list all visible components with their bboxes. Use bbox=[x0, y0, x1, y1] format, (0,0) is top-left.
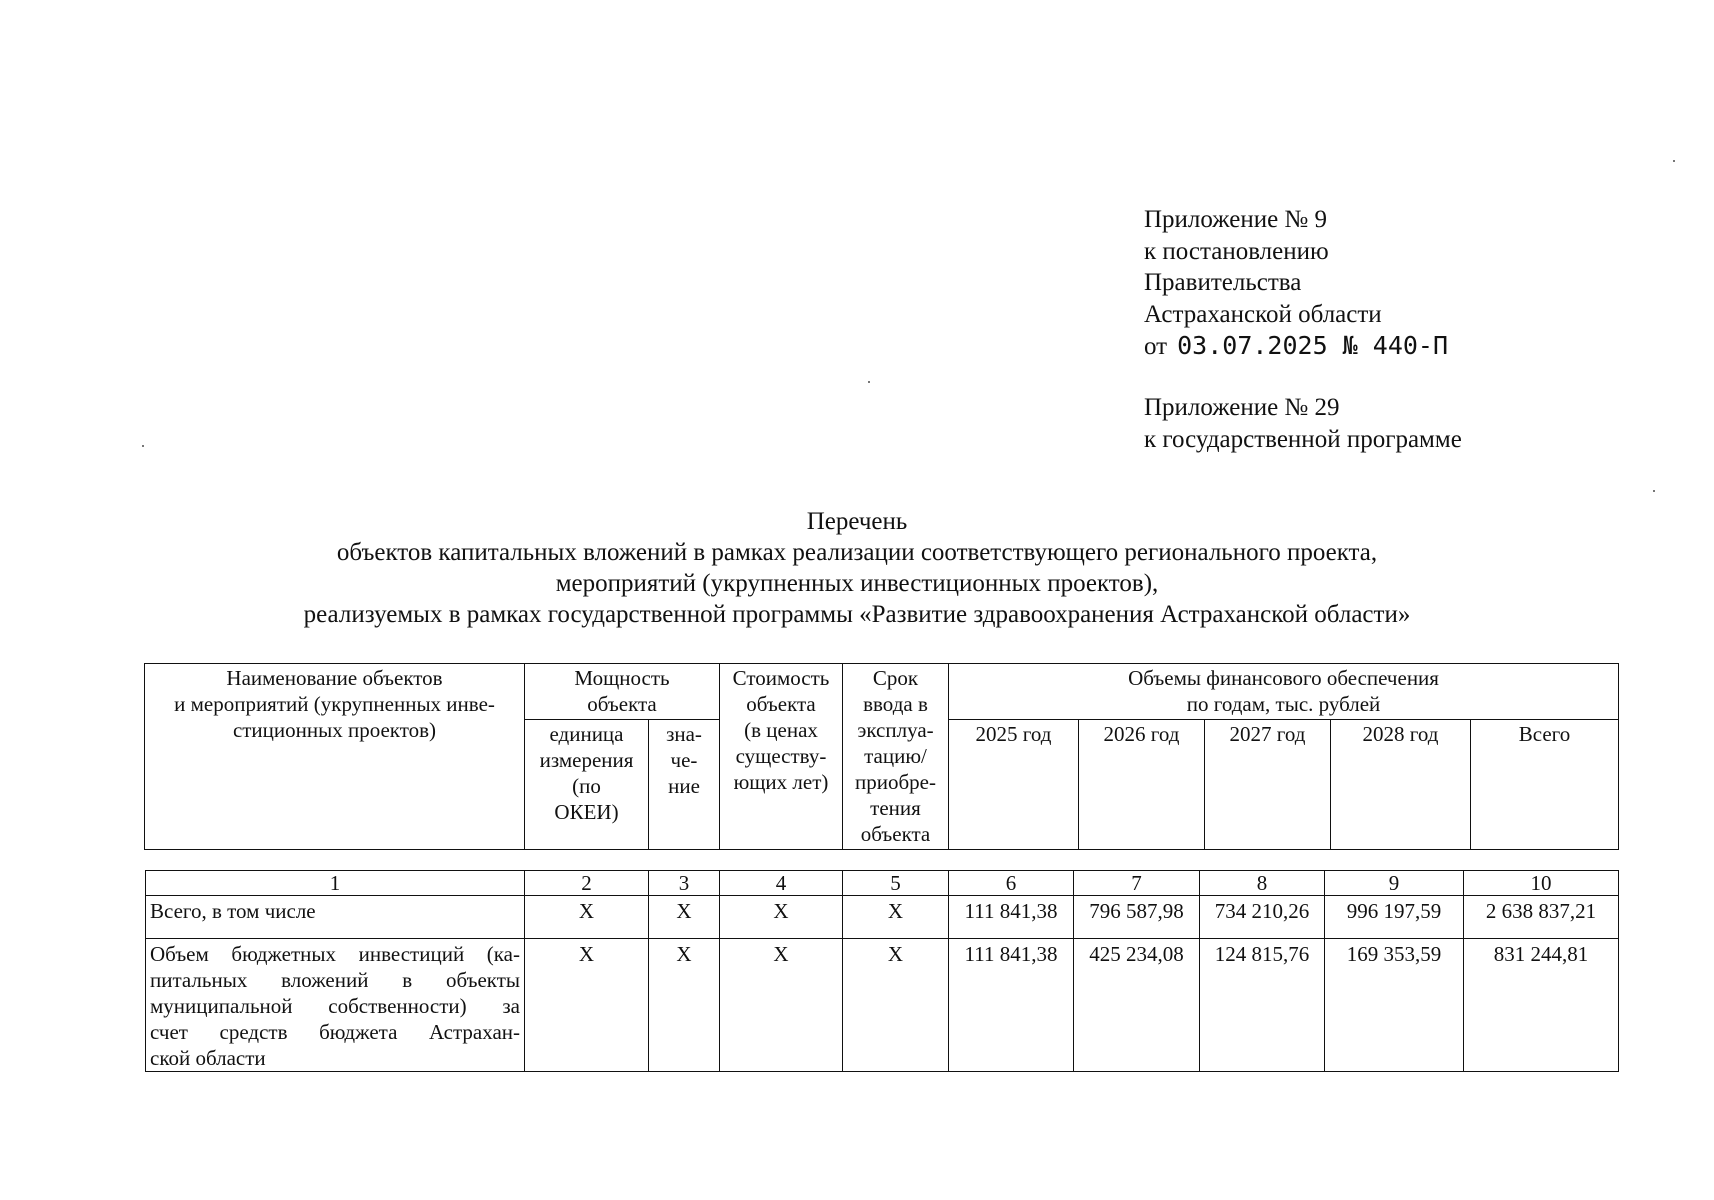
header-name-line: Наименование объектов bbox=[226, 666, 443, 690]
header-total: Всего bbox=[1471, 720, 1619, 850]
header-capacity-cell bbox=[525, 664, 720, 720]
row-name: Всего, в том числе bbox=[146, 896, 525, 939]
column-number: 10 bbox=[1464, 871, 1619, 896]
column-number: 5 bbox=[843, 871, 949, 896]
row-2026: 425 234,08 bbox=[1074, 939, 1200, 1072]
title-line: объектов капитальных вложений в рамках реализации соответствующего регионального проекта, bbox=[336, 539, 1378, 566]
column-number-row bbox=[146, 871, 1619, 896]
row-total: 831 244,81 bbox=[1464, 939, 1619, 1072]
row-cost: Х bbox=[720, 939, 843, 1072]
header-term-line: тацию/ bbox=[864, 744, 927, 768]
row-2028: 169 353,59 bbox=[1325, 939, 1464, 1072]
header-value-line: че- bbox=[670, 748, 698, 772]
header-cost-line: объекта bbox=[746, 692, 816, 716]
row-total: 2 638 837,21 bbox=[1464, 896, 1619, 939]
header-term-line: эксплуа- bbox=[857, 718, 934, 742]
row-name-line: Объем бюджетных инвестиций (ка- bbox=[150, 942, 520, 966]
header-year-2027: 2027 год bbox=[1205, 720, 1331, 850]
column-number: 6 bbox=[949, 871, 1074, 896]
header-unit-cell bbox=[525, 720, 649, 850]
header-value-line: зна- bbox=[666, 722, 702, 746]
header-cost-line: Стоимость bbox=[732, 666, 830, 690]
table-row bbox=[146, 939, 1619, 1072]
appendix2-block bbox=[1144, 392, 1462, 455]
appendix-line: Приложение № 9 bbox=[1144, 206, 1328, 233]
column-number: 4 bbox=[720, 871, 843, 896]
header-cost-line: ющих лет) bbox=[733, 770, 829, 794]
appendix-date-line bbox=[1144, 330, 1448, 363]
header-name-cell bbox=[145, 664, 525, 850]
title-line: Перечень bbox=[806, 508, 908, 535]
data-table bbox=[145, 870, 1619, 1072]
document-title bbox=[0, 506, 1714, 630]
row-cost: Х bbox=[720, 896, 843, 939]
appendix2-line: к государственной программе bbox=[1144, 425, 1462, 453]
header-year-2028: 2028 год bbox=[1331, 720, 1471, 850]
row-name bbox=[146, 939, 525, 1072]
row-2028: 996 197,59 bbox=[1325, 896, 1464, 939]
row-2025: 111 841,38 bbox=[949, 939, 1074, 1072]
row-unit: Х bbox=[525, 896, 649, 939]
row-2027: 734 210,26 bbox=[1200, 896, 1325, 939]
row-name-line: счет средств бюджета Астрахан- bbox=[150, 1020, 520, 1044]
header-term-line: объекта bbox=[860, 822, 931, 846]
scan-speck bbox=[142, 445, 144, 447]
column-number: 7 bbox=[1074, 871, 1200, 896]
header-unit-line: единица bbox=[549, 722, 624, 746]
appendix-line: Правительства bbox=[1144, 269, 1302, 296]
header-value-cell bbox=[649, 720, 720, 850]
table-row bbox=[146, 896, 1619, 939]
title-line: реализуемых в рамках государственной программы «Развитие здравоохранения Астраханской области» bbox=[303, 601, 1411, 628]
row-value: Х bbox=[649, 939, 720, 1072]
header-name-line: и мероприятий (укрупненных инве- bbox=[174, 692, 495, 716]
header-value-line: ние bbox=[668, 774, 700, 798]
row-2027: 124 815,76 bbox=[1200, 939, 1325, 1072]
header-unit-line: (по bbox=[572, 774, 601, 798]
table-header bbox=[144, 663, 1619, 850]
header-cost-cell bbox=[720, 664, 843, 850]
appendix-block bbox=[1144, 204, 1448, 363]
row-name-line: питальных вложений в объекты bbox=[150, 968, 520, 992]
column-number: 1 bbox=[146, 871, 525, 896]
header-capacity-line: Мощность bbox=[574, 666, 670, 690]
header-cost-line: (в ценах bbox=[744, 718, 818, 742]
date-prefix: от bbox=[1144, 333, 1168, 360]
scan-speck bbox=[1673, 160, 1675, 162]
row-2026: 796 587,98 bbox=[1074, 896, 1200, 939]
row-unit: Х bbox=[525, 939, 649, 1072]
header-capacity-line: объекта bbox=[587, 692, 657, 716]
header-term-cell bbox=[843, 664, 949, 850]
header-term-line: приобре- bbox=[855, 770, 936, 794]
header-name-line: стиционных проектов) bbox=[232, 718, 437, 742]
header-unit-line: ОКЕИ) bbox=[554, 800, 619, 824]
title-line: мероприятий (укрупненных инвестиционных проектов), bbox=[555, 570, 1159, 597]
row-name-line: муниципальной собственности) за bbox=[150, 994, 520, 1018]
row-name-line: ской области bbox=[150, 1046, 266, 1070]
header-funding-line: Объемы финансового обеспечения bbox=[1128, 666, 1439, 690]
date-stamp: 03.07.2025 № 440-П bbox=[1177, 331, 1449, 360]
row-value: Х bbox=[649, 896, 720, 939]
header-funding-line: по годам, тыс. рублей bbox=[1186, 692, 1381, 716]
column-number: 3 bbox=[649, 871, 720, 896]
header-unit-line: измерения bbox=[539, 748, 634, 772]
column-number: 2 bbox=[525, 871, 649, 896]
scan-speck bbox=[868, 381, 870, 383]
row-term: Х bbox=[843, 896, 949, 939]
header-funding-cell bbox=[949, 664, 1619, 720]
row-term: Х bbox=[843, 939, 949, 1072]
header-term-line: ввода в bbox=[863, 692, 928, 716]
appendix2-line: Приложение № 29 bbox=[1144, 394, 1340, 421]
row-2025: 111 841,38 bbox=[949, 896, 1074, 939]
header-cost-line: существу- bbox=[735, 744, 827, 768]
appendix-line: Астраханской области bbox=[1144, 300, 1382, 328]
scan-speck bbox=[1653, 490, 1655, 492]
column-number: 8 bbox=[1200, 871, 1325, 896]
header-term-line: тения bbox=[870, 796, 921, 820]
header-term-line: Срок bbox=[872, 666, 919, 690]
column-number: 9 bbox=[1325, 871, 1464, 896]
header-year-2026: 2026 год bbox=[1079, 720, 1205, 850]
header-year-2025: 2025 год bbox=[949, 720, 1079, 850]
appendix-line: к постановлению bbox=[1144, 237, 1329, 265]
